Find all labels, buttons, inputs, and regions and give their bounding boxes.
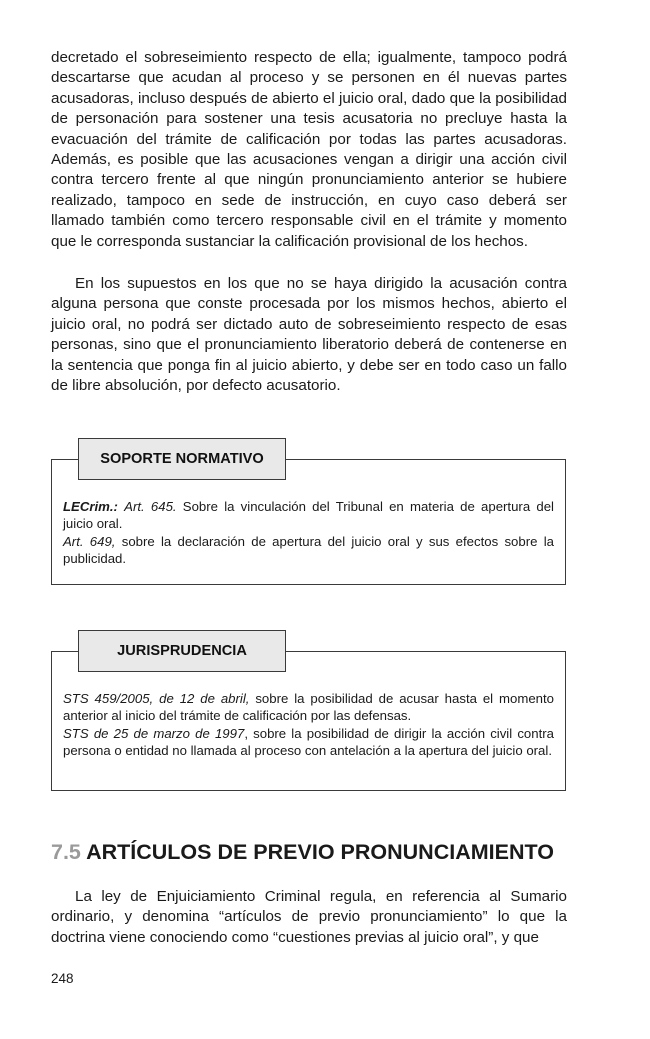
sentence-ref: STS de 25 de marzo de 1997	[63, 725, 245, 741]
article-text: sobre la declaración de apertura del juicio oral y sus efectos sobre la publicidad.	[63, 533, 554, 567]
section-title-text: ARTÍCULOS DE PREVIO PRONUNCIAMIENTO	[86, 840, 554, 864]
soporte-normativo-content	[63, 498, 554, 568]
section-number: 7.5	[51, 840, 81, 864]
jurisprudencia-content	[63, 690, 554, 760]
sentence-text: sobre la posibilidad de acusar hasta el momento anterior al inicio del trámite de calificación por las defensas.	[63, 691, 554, 724]
article-ref: Art. 649,	[63, 533, 116, 549]
page-number: 248	[51, 971, 74, 986]
jurisprudencia-entry-2	[63, 725, 554, 760]
jurisprudencia-box	[51, 651, 566, 791]
article-text: Sobre la vinculación del Tribunal en materia de apertura del juicio oral.	[63, 499, 554, 532]
body-paragraph-2: En los supuestos en los que no se haya dirigido la acusación contra alguna persona que conste procesada por los mismos hechos, abierto el juicio oral, no podrá ser dictado auto de sobreseimiento respecto de esas personas, sino que el pronunciamiento liberatorio deberá de contenerse en la sentencia que ponga fin al juicio abierto, y debe ser en todo caso un fallo de libre absolución, por defecto acusatorio.	[51, 275, 567, 395]
soporte-entry-1	[63, 498, 554, 533]
body-paragraph-1: decretado el sobreseimiento respecto de ella; igualmente, tampoco podrá descartarse que acudan al proceso y se personen en él nuevas partes acusadoras, incluso después de abierto el juicio oral, dado que la posibilidad de personación para sostener una tesis acusatoria no precluye hasta la evacuación del trámite de calificación por todas las partes acusadoras. Además, es posible que las acusaciones vengan a dirigir una acción civil contra tercero frente al que ningún pronunciamiento anterior se hubiere realizado, tampoco en sede de instrucción, en cuyo caso deberá ser llamado también como tercero responsable civil en el trámite y momento que le corresponda sustanciar la calificación provisional de los hechos.	[51, 49, 567, 250]
article-ref: Art. 645.	[124, 499, 177, 514]
body-paragraph-3: La ley de Enjuiciamiento Criminal regula, en referencia al Sumario ordinario, y denomina “artículos de previo pronunciamiento” lo que la doctrina viene conociendo como “cuestiones previas al juicio oral”, y que	[51, 888, 567, 946]
sentence-ref: STS 459/2005, de 12 de abril,	[63, 691, 250, 706]
soporte-entry-2	[63, 533, 554, 568]
jurisprudencia-entry-1	[63, 690, 554, 725]
sentence-text: , sobre la posibilidad de dirigir la acción civil contra persona o entidad no llamada al proceso con antelación a la apertura del juicio oral.	[63, 725, 554, 759]
jurisprudencia-label: JURISPRUDENCIA	[78, 630, 286, 672]
section-heading	[51, 840, 554, 865]
law-name: LECrim.:	[63, 499, 118, 514]
soporte-normativo-label: SOPORTE NORMATIVO	[78, 438, 286, 480]
